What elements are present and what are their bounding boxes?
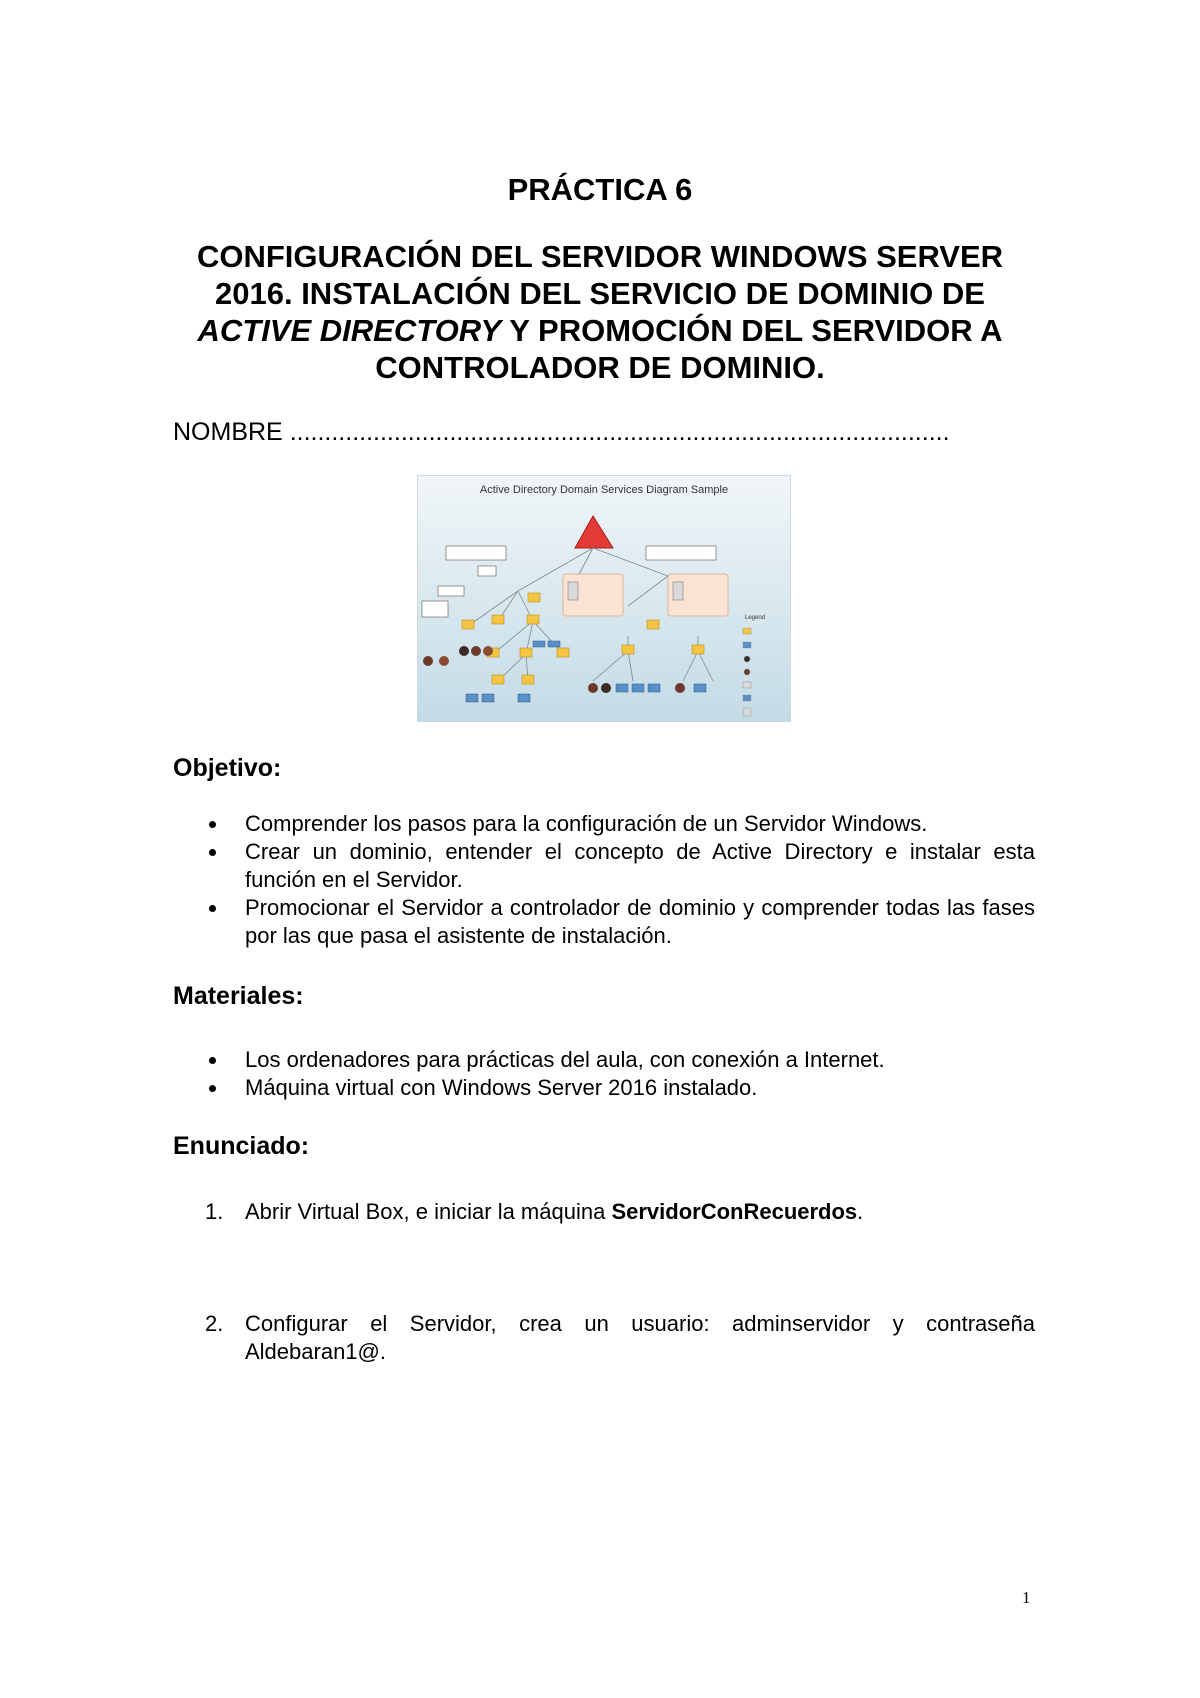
label-box <box>446 546 506 560</box>
enunciado-step-2 <box>205 1310 1035 1366</box>
materiales-list <box>205 1046 1035 1102</box>
list-item <box>205 1310 1035 1366</box>
step-text: Configurar el Servidor, crea un usuario: adminservidor y contraseña Aldebaran1@. <box>245 1311 1035 1364</box>
label-box <box>646 546 716 560</box>
title-line-1: CONFIGURACIÓN DEL SERVIDOR WINDOWS SERVER <box>196 239 1004 274</box>
objetivo-list <box>205 810 1035 950</box>
step-number: 1. <box>205 1199 224 1224</box>
server-icon <box>568 582 578 600</box>
step-text: Abrir Virtual Box, e iniciar la máquina <box>245 1199 612 1224</box>
objetivo-heading: Objetivo: <box>173 754 282 782</box>
title-line-3-rest: Y PROMOCIÓN DEL SERVIDOR A <box>509 313 1003 348</box>
step-number: 2. <box>205 1311 224 1336</box>
name-field <box>173 418 950 447</box>
title-line-2: 2016. INSTALACIÓN DEL SERVICIO DE DOMINIO DE <box>215 276 985 311</box>
list-item <box>205 1198 1035 1226</box>
step-text-end: . <box>857 1199 864 1224</box>
title-line-4: CONTROLADOR DE DOMINIO. <box>375 350 825 385</box>
document-title <box>0 238 1200 386</box>
list-item: Máquina virtual con Windows Server 2016 instalado. <box>205 1074 1035 1102</box>
ad-diagram-image <box>417 475 791 722</box>
enunciado-step-1 <box>205 1198 1035 1226</box>
list-item: Los ordenadores para prácticas del aula, con conexión a Internet. <box>205 1046 1035 1074</box>
name-label: NOMBRE <box>173 418 283 446</box>
server-icon <box>673 582 683 600</box>
page-number: 1 <box>1022 1588 1031 1607</box>
enunciado-heading: Enunciado: <box>173 1132 310 1160</box>
materiales-heading: Materiales: <box>173 982 304 1010</box>
step-bold-machine-name: ServidorConRecuerdos <box>611 1199 858 1224</box>
label-box <box>438 586 464 596</box>
practice-title: PRÁCTICA 6 <box>507 172 693 207</box>
legend-title: Legend <box>745 615 766 621</box>
title-line-3 <box>0 312 1200 349</box>
list-item: Promocionar el Servidor a controlador de dominio y comprender todas las fases por las que pasa el asistente de instalación. <box>205 894 1035 950</box>
list-item: Comprender los pasos para la configuración de un Servidor Windows. <box>205 810 1035 838</box>
label-box <box>478 566 496 576</box>
list-item: Crear un dominio, entender el concepto de Active Directory e instalar esta función en el Servidor. <box>205 838 1035 894</box>
label-box <box>422 601 448 617</box>
name-dots: ............................................................................................... <box>289 418 950 446</box>
title-italic-active-directory: ACTIVE DIRECTORY <box>197 313 502 348</box>
diagram-title: Active Directory Domain Services Diagram Sample <box>479 484 729 496</box>
